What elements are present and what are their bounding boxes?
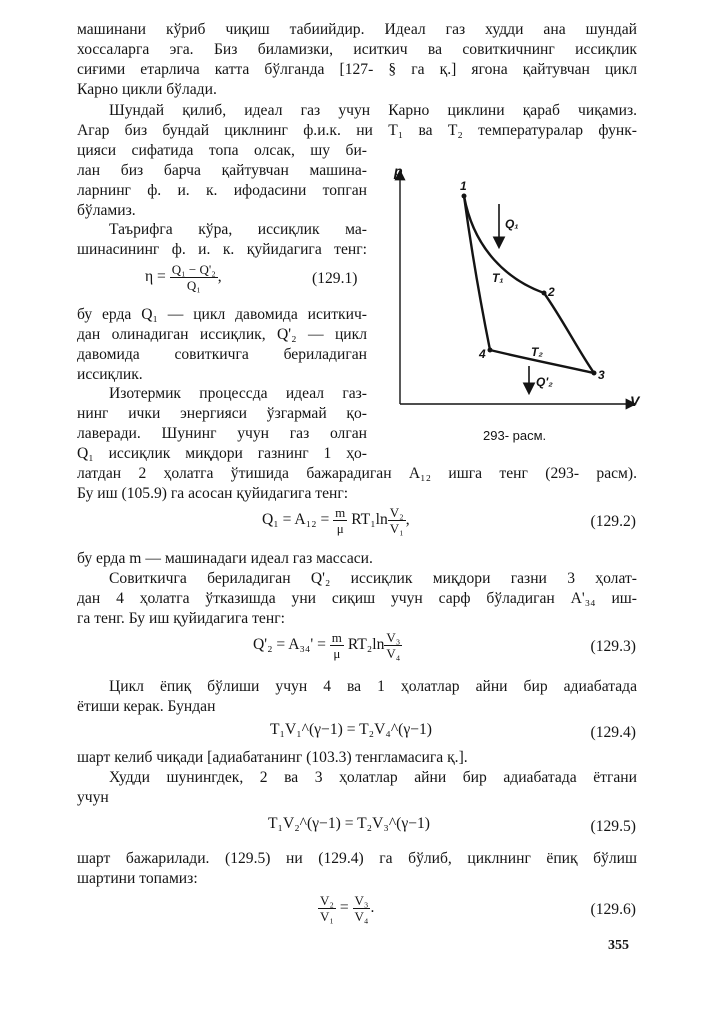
equation-129-6: $\frac{\text{V₂}}{\text{V₁}}$ = $\frac{\text{V₃}}{\text{V₄}}$ . bbox=[320, 893, 375, 924]
text-line: цияси сифатида топа олсак, шу би- bbox=[77, 142, 367, 159]
text-line: хоссаларга эга. Биз биламизки, иситкич ва совиткичнинг иссиқлик bbox=[77, 41, 637, 58]
adiabat-2-3 bbox=[544, 293, 594, 373]
label-2: 2 bbox=[548, 285, 555, 299]
point-2 bbox=[542, 291, 547, 296]
text-line: учун bbox=[77, 789, 109, 806]
equation-129-4: T₁V₁^(γ−1) = T₂V₄^(γ−1) bbox=[270, 721, 432, 738]
equation-number: (129.2) bbox=[590, 513, 636, 530]
label-3: 3 bbox=[598, 368, 605, 382]
text-line: Агар биз бундай циклнинг ф.и.к. ни T₁ ва T₂ температуралар функ- bbox=[77, 122, 637, 139]
figure-caption: 293- расм. bbox=[483, 428, 547, 443]
text-line: сиғими етарлича катта бўлганда [127- § га қ.] ягона қайтувчан цикл bbox=[77, 61, 637, 78]
text-line: шартини топамиз: bbox=[77, 870, 198, 887]
text-line: бу ерда Q₁ — цикл давомида иситкич- bbox=[77, 306, 367, 323]
text-line: шарт бажарилади. (129.5) ни (129.4) га бўлиб, циклнинг ёпиқ бўлиш bbox=[77, 850, 637, 867]
axis-v-label: V bbox=[630, 393, 640, 409]
page-number: 355 bbox=[608, 938, 629, 953]
pv-diagram bbox=[378, 160, 648, 425]
equation-129-2: Q₁ = A₁₂ = $\frac{m}{\mu}$ RT₁ln $\frac{\text{V₂}}{\text{V₁}}$ , bbox=[262, 505, 410, 536]
text-line: машинани кўриб чиқиш табиийдир. Идеал газ худди ана шундай bbox=[77, 21, 637, 38]
text-line: Худди шунингдек, 2 ва 3 ҳолатлар айни бир адиабатада ётгани bbox=[109, 769, 637, 786]
equation-number: (129.6) bbox=[590, 901, 636, 918]
text-line: нинг ички энергияси ўзгармай қо- bbox=[77, 405, 367, 422]
text-line: Шундай қилиб, идеал газ учун Карно циклини қараб чиқамиз. bbox=[109, 102, 637, 119]
equation-number: (129.3) bbox=[590, 638, 636, 655]
text-line: ётиши керак. Бундан bbox=[77, 698, 216, 715]
text-line: давомида совиткичга бериладиган bbox=[77, 346, 367, 363]
equation-129-1: η = $\frac{\text{Q₁ − Q'₂}}{\text{Q₁}}$ , bbox=[145, 262, 222, 293]
axis-p-label: p bbox=[394, 163, 403, 179]
text-line: Q₁ иссиқлик миқдори газнинг 1 ҳо- bbox=[77, 445, 367, 462]
label-1: 1 bbox=[460, 179, 467, 193]
text-line: бу ерда m — машинадаги идеал газ массаси. bbox=[77, 550, 373, 567]
text-line: бўламиз. bbox=[77, 202, 136, 219]
text-line: дан олинадиган иссиқлик, Q'₂ — цикл bbox=[77, 326, 367, 343]
text-line: шинасининг ф. и. к. қуйидагига тенг: bbox=[77, 241, 367, 258]
equation-number: (129.5) bbox=[590, 818, 636, 835]
text-line: Таърифга кўра, иссиқлик ма- bbox=[109, 221, 367, 238]
equation-number: (129.1) bbox=[312, 270, 358, 287]
text-line: латдан 2 ҳолатга ўтишида бажарадиган A₁₂ ишга тенг (293- расм). bbox=[77, 465, 637, 482]
point-3 bbox=[592, 371, 597, 376]
label-t2: T₂ bbox=[531, 345, 543, 359]
label-4: 4 bbox=[479, 347, 486, 361]
adiabat-4-1 bbox=[464, 196, 490, 350]
text-line: ларнинг ф. и. к. ифодасини топган bbox=[77, 182, 367, 199]
point-1 bbox=[462, 194, 467, 199]
text-line: шарт келиб чиқади [адиабатанинг (103.3) тенгламасига қ.]. bbox=[77, 749, 468, 766]
equation-129-5: T₁V₂^(γ−1) = T₂V₃^(γ−1) bbox=[268, 815, 430, 832]
text-line: Изотермик процессда идеал газ- bbox=[109, 385, 367, 402]
text-line: дан 4 ҳолатга ўтказишда уни сиқиш учун сарф бўладиган A'₃₄ иш- bbox=[77, 590, 637, 607]
text-line: Карно цикли бўлади. bbox=[77, 81, 217, 98]
text-line: га тенг. Бу иш қуйидагига тенг: bbox=[77, 610, 285, 627]
equation-number: (129.4) bbox=[590, 724, 636, 741]
text-line: Бу иш (105.9) га асосан қуйидагига тенг: bbox=[77, 485, 349, 502]
text-line: Цикл ёпиқ бўлиши учун 4 ва 1 ҳолатлар айни бир адиабатада bbox=[109, 678, 637, 695]
text-line: лан биз барча қайтувчан машина- bbox=[77, 162, 367, 179]
label-q2: Q'₂ bbox=[536, 375, 553, 389]
point-4 bbox=[488, 348, 493, 353]
text-line: лаверади. Шунинг учун газ олган bbox=[77, 425, 367, 442]
label-q1: Q₁ bbox=[505, 217, 519, 231]
equation-129-3: Q'₂ = A₃₄' = $\frac{m}{\mu}$ RT₂ln $\frac{\text{V₃}}{\text{V₄}}$ bbox=[253, 630, 401, 661]
text-line: иссиқлик. bbox=[77, 366, 143, 383]
label-t1: T₁ bbox=[492, 271, 504, 285]
text-line: Совиткичга бериладиган Q'₂ иссиқлик миқдори газни 3 ҳолат- bbox=[109, 570, 637, 587]
